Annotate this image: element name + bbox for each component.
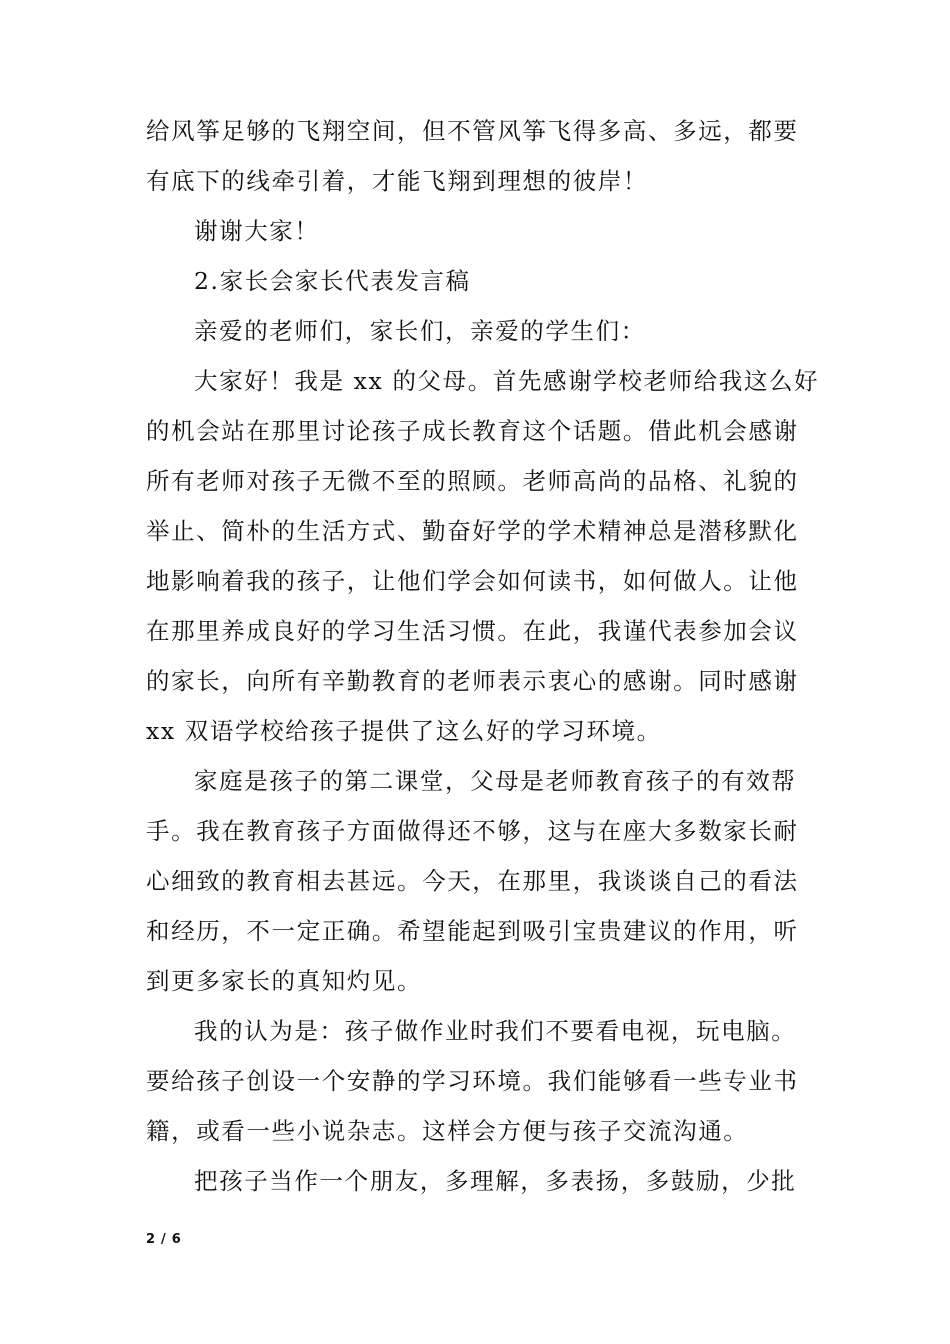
page-separator: / bbox=[161, 1232, 166, 1247]
text-line: 在那里养成良好的学习生活习惯。在此，我谨代表参加会议 bbox=[146, 617, 799, 645]
closing-line: 谢谢大家！ bbox=[194, 217, 320, 245]
text-line: 籍，或看一些小说杂志。这样会方便与孩子交流沟通。 bbox=[146, 1117, 749, 1145]
text-line: 手。我在教育孩子方面做得还不够，这与在座大多数家长耐 bbox=[146, 817, 799, 845]
text-line: 和经历，不一定正确。希望能起到吸引宝贵建议的作用，听 bbox=[146, 917, 799, 945]
text-line: 有底下的线牵引着，才能飞翔到理想的彼岸！ bbox=[146, 167, 648, 195]
text-line: 心细致的教育相去甚远。今天，在那里，我谈谈自己的看法 bbox=[146, 867, 799, 895]
page-number bbox=[146, 1232, 181, 1247]
text-line: 要给孩子创设一个安静的学习环境。我们能够看一些专业书 bbox=[146, 1067, 799, 1095]
text-line: 所有老师对孩子无微不至的照顾。老师高尚的品格、礼貌的 bbox=[146, 467, 799, 495]
text-line: 大家好！我是 xx 的父母。首先感谢学校老师给我这么好 bbox=[194, 367, 820, 395]
text-line: 我的认为是：孩子做作业时我们不要看电视，玩电脑。 bbox=[194, 1017, 797, 1045]
page-current: 2 bbox=[146, 1232, 156, 1247]
section-heading: 2.家长会家长代表发言稿 bbox=[194, 267, 471, 295]
text-line: 把孩子当作一个朋友，多理解，多表扬，多鼓励，少批 bbox=[194, 1167, 797, 1195]
page-total: 6 bbox=[171, 1232, 181, 1247]
text-line: 给风筝足够的飞翔空间，但不管风筝飞得多高、多远，都要 bbox=[146, 117, 799, 145]
document-body bbox=[146, 106, 820, 1206]
text-line: 地影响着我的孩子，让他们学会如何读书，如何做人。让他 bbox=[146, 567, 799, 595]
salutation-line: 亲爱的老师们，家长们，亲爱的学生们： bbox=[194, 317, 646, 345]
text-line: xx 双语学校给孩子提供了这么好的学习环境。 bbox=[146, 717, 662, 745]
text-line: 家庭是孩子的第二课堂，父母是老师教育孩子的有效帮 bbox=[194, 767, 797, 795]
text-line: 的家长，向所有辛勤教育的老师表示衷心的感谢。同时感谢 bbox=[146, 667, 799, 695]
text-line: 的机会站在那里讨论孩子成长教育这个话题。借此机会感谢 bbox=[146, 417, 799, 445]
text-line: 到更多家长的真知灼见。 bbox=[146, 967, 423, 995]
text-line: 举止、简朴的生活方式、勤奋好学的学术精神总是潜移默化 bbox=[146, 517, 799, 545]
